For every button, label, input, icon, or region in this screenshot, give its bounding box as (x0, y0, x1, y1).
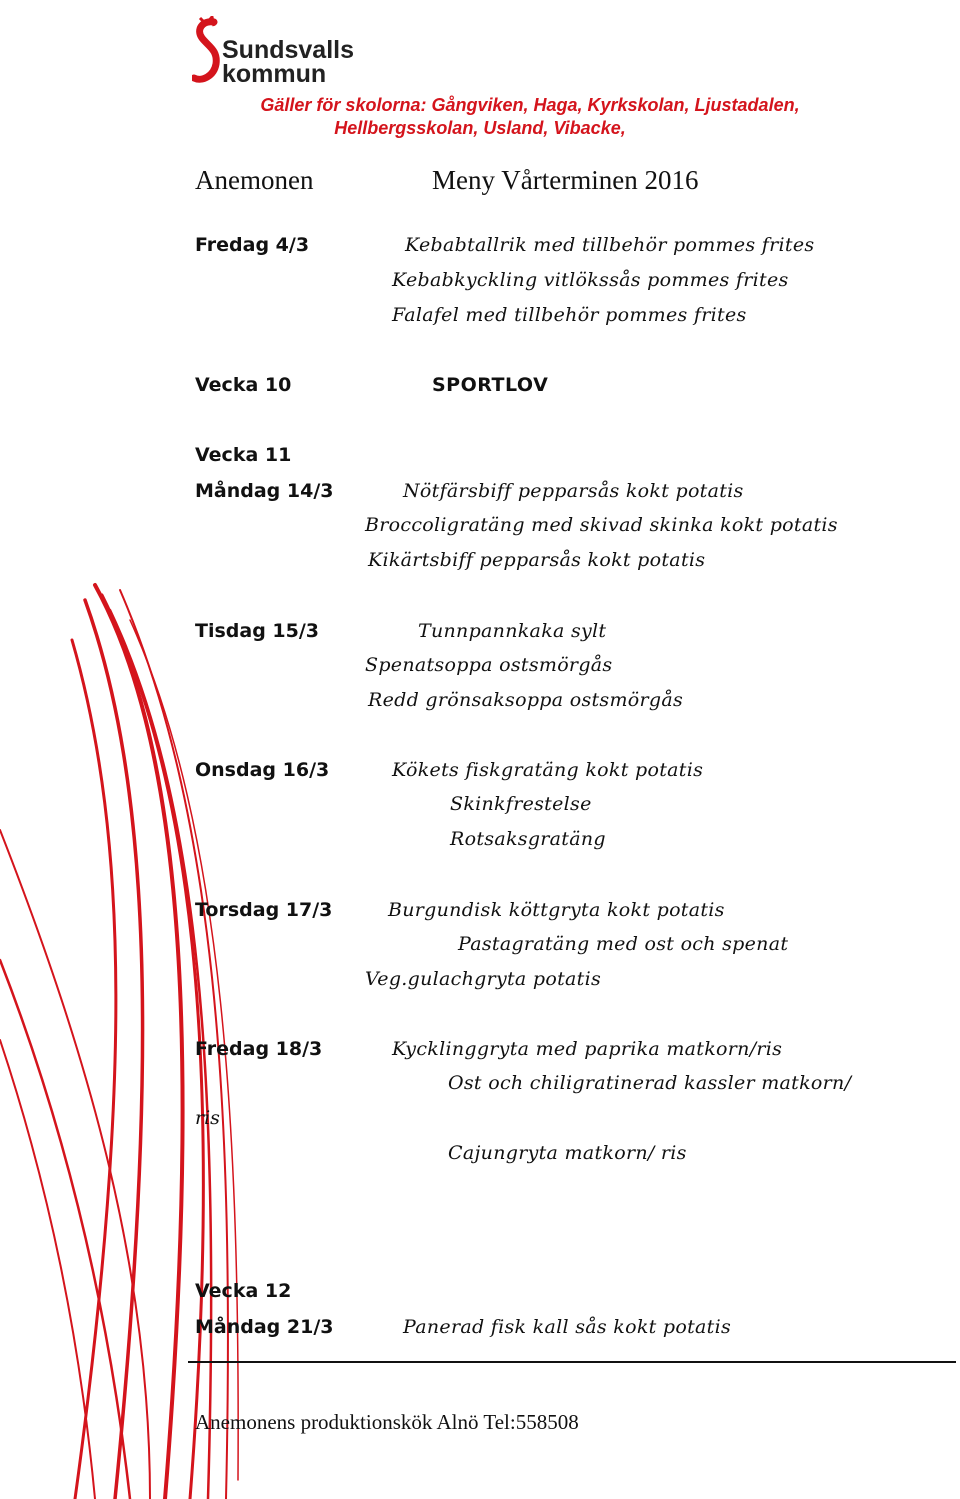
dish: Nötfärsbiff pepparsås kokt potatis (403, 480, 744, 502)
schools-line-2: Hellbergsskolan, Usland, Vibacke, (334, 118, 626, 138)
day-label: Fredag 18/3 (195, 1038, 323, 1060)
dish: Burgundisk köttgryta kokt potatis (388, 899, 725, 921)
dish: Panerad fisk kall sås kokt potatis (403, 1316, 732, 1338)
dish: Skinkfrestelse (450, 793, 592, 815)
dish: Redd grönsaksoppa ostsmörgås (368, 689, 684, 711)
dish: Ost och chiligratinerad kassler matkorn/ (448, 1072, 852, 1094)
sportlov-note: SPORTLOV (432, 374, 549, 396)
day-label: Måndag 14/3 (195, 480, 334, 502)
dish: Veg.gulachgryta potatis (365, 968, 602, 990)
dish: Kebabtallrik med tillbehör pommes frites (405, 234, 815, 256)
kommun-logo-icon (192, 16, 222, 88)
dish: Falafel med tillbehör pommes frites (392, 304, 747, 326)
day-label: Fredag 4/3 (195, 234, 310, 256)
day-label: Torsdag 17/3 (195, 899, 333, 921)
logo-line-2: kommun (222, 60, 327, 88)
kitchen-name: Anemonen (195, 165, 314, 195)
day-label: Måndag 21/3 (195, 1316, 334, 1338)
dish: Pastagratäng med ost och spenat (458, 933, 789, 955)
week-label: Vecka 12 (195, 1280, 292, 1302)
dish: Spenatsoppa ostsmörgås (365, 654, 613, 676)
dish: Broccoligratäng med skivad skinka kokt potatis (365, 514, 838, 536)
week-label: Vecka 11 (195, 444, 292, 466)
week-label: Vecka 10 (195, 374, 292, 396)
dish: Tunnpannkaka sylt (418, 620, 607, 642)
dish: Rotsaksgratäng (450, 828, 606, 850)
footer-text: Anemonens produktionskök Alnö Tel:558508 (195, 1410, 579, 1434)
logo-line-1: Sundsvalls (222, 36, 354, 64)
dish: Kycklinggryta med paprika matkorn/ris (392, 1038, 783, 1060)
schools-line-1: Gäller för skolorna: Gångviken, Haga, Kyrkskolan, Ljustadalen, (260, 95, 800, 115)
footer-divider (188, 1361, 956, 1363)
dish: Kökets fiskgratäng kokt potatis (392, 759, 704, 781)
day-label: Tisdag 15/3 (195, 620, 320, 642)
day-label: Onsdag 16/3 (195, 759, 330, 781)
dish: Kikärtsbiff pepparsås kokt potatis (368, 549, 706, 571)
dish: Kebabkyckling vitlökssås pommes frites (392, 269, 789, 291)
dish-overflow: ris (195, 1107, 220, 1129)
dish: Cajungryta matkorn/ ris (448, 1142, 687, 1164)
menu-title: Meny Vårterminen 2016 (432, 165, 699, 195)
